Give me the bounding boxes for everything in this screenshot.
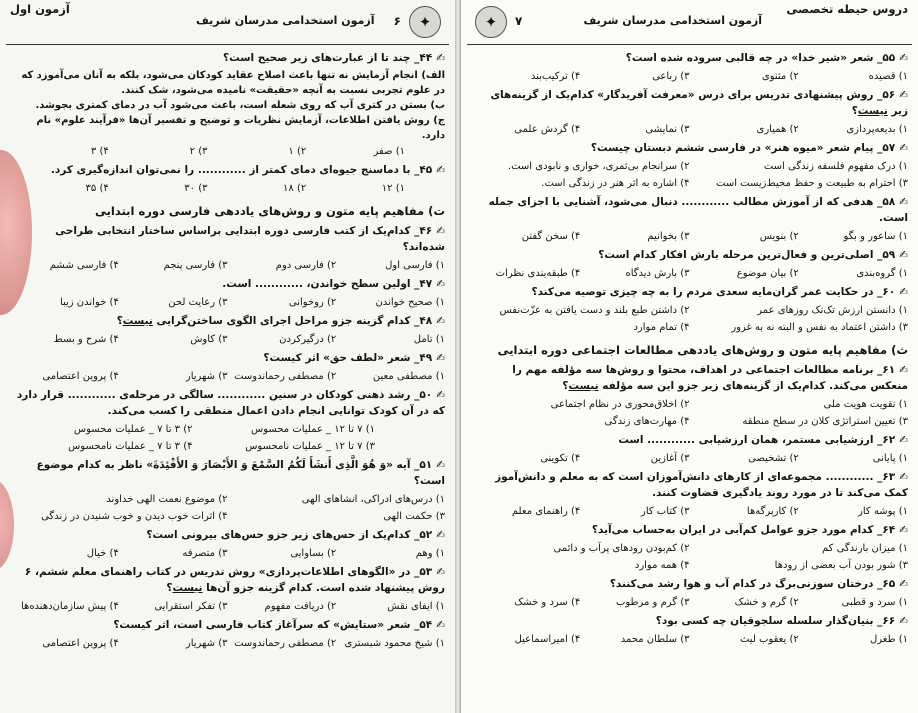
option-1[interactable]: ۱) وهم [415, 548, 445, 559]
option-4[interactable]: ۴) سرد و خشک [514, 597, 581, 608]
question-mark: ؟ [116, 315, 123, 327]
question-61 [471, 362, 908, 430]
negation-word: نیست [172, 582, 203, 594]
right-page-header [467, 0, 912, 45]
option-2[interactable]: ۲) ۱۸ [283, 183, 307, 194]
option-3[interactable]: ۳) آغازین [650, 453, 690, 464]
question-65 [471, 576, 908, 611]
right-page [461, 0, 918, 713]
question-text: ۵۷_ پیام شعر «میوه هنر» در فارسی ششم دبستان چیست؟ [590, 142, 896, 154]
option-2[interactable]: ۲) داشتن طبع بلند و دست یافتن به عزّت‌نفس [499, 305, 690, 316]
question-53 [10, 564, 445, 615]
question-50 [10, 387, 445, 455]
pen-icon: ✍ [436, 278, 445, 290]
option-1[interactable]: ۱) تامل [413, 334, 445, 345]
pen-icon: ✍ [436, 315, 445, 327]
option-4[interactable]: ۴) همه موارد [634, 560, 690, 571]
question-51 [10, 457, 445, 525]
pen-icon: ✍ [899, 142, 908, 154]
question-text: ۵۲_ کدام‌یک از حس‌های زیر جزو حس‌های بیرونی است؟ [146, 529, 433, 541]
pen-icon: ✍ [899, 52, 908, 64]
option-4[interactable]: ۴) ترکیب‌بند [530, 71, 581, 82]
question-62 [471, 432, 908, 467]
left-page-header [6, 0, 449, 45]
option-3[interactable]: ۳) تفکر استقرایی [154, 601, 228, 612]
option-1[interactable]: ۱) طغرل [869, 634, 908, 645]
option-4[interactable]: ۴) طبقه‌بندی نظرات [495, 268, 581, 279]
right-header-title: آزمون استخدامی مدرسان شریف [583, 14, 762, 27]
option-1[interactable]: ۱) شیخ محمود شبستری [344, 638, 445, 649]
question-text: ۶۰_ در حکایت عمر گران‌مایه سعدی مردم را به چه چیزی توصیه می‌کند؟ [531, 286, 896, 298]
pen-icon: ✍ [436, 164, 445, 176]
option-3[interactable]: ۳) رباعی [652, 71, 690, 82]
option-2[interactable]: ۲) بیان موضوع [736, 268, 799, 279]
option-2[interactable]: ۲) دریافت مفهوم [264, 601, 337, 612]
option-4[interactable]: ۴) تمام موارد [633, 322, 690, 333]
option-2[interactable]: ۲) کارپرگه‌ها [746, 506, 799, 517]
option-3[interactable]: ۳) کتاب کار [640, 506, 690, 517]
negation-word: نیست [857, 105, 888, 117]
option-3[interactable]: ۳) کاوش [190, 334, 228, 345]
option-3[interactable]: ۳) ۲ [189, 146, 208, 157]
right-content [471, 48, 908, 650]
option-3[interactable]: ۳) ۳۰ [184, 183, 208, 194]
option-1[interactable]: ۱) صحیح خواندن [375, 297, 445, 308]
option-2[interactable]: ۲) بنویس [759, 231, 799, 242]
question-text: ۴۵_ با دماسنج جیوه‌ای دمای کمتر از ............ را نمی‌توان اندازه‌گیری کرد. [50, 164, 433, 176]
option-3[interactable]: ۳) گرم و مرطوب [615, 597, 690, 608]
option-3[interactable]: ۳) سلطان محمد [620, 634, 690, 645]
question-text: ۶۳_ ............ مجموعه‌ای از کارهای دانش‌آموزان است که به معلم و دانش‌آموز کمک می‌کند تا در مورد روند یادگیری قضاوت کنند. [495, 471, 908, 499]
question-text: ۵۳_ در «الگوهای اطلاعات‌پردازی» روش تدریس در کتاب راهنمای معلم ششم، ۶ روش پیشنهاد شده است. کدام گزینه جزو آن‌ها [24, 566, 445, 594]
question-text: ۶۲_ ارزشیابی مستمر، همان ارزشیابی ............ است [618, 434, 896, 446]
option-2[interactable]: ۲) مصطفی رحماندوست [234, 638, 337, 649]
pen-icon: ✍ [899, 89, 908, 101]
option-3[interactable]: ۳) رعایت لحن [168, 297, 228, 308]
option-4[interactable]: ۴) خواندن زیبا [59, 297, 119, 308]
option-4[interactable]: ۴) اثرات خوب دیدن و خوب شنیدن در زندگی [41, 511, 228, 522]
pen-icon: ✍ [899, 434, 908, 446]
question-47 [10, 276, 445, 311]
negation-word: نیست [568, 380, 599, 392]
option-1[interactable]: ۱) گروه‌بندی [856, 268, 908, 279]
sharif-logo-icon: ✦ [475, 6, 507, 38]
option-3[interactable]: ۳) متصرفه [182, 548, 228, 559]
option-3[interactable]: ۳) شهریار [185, 638, 228, 649]
option-4[interactable]: ۴) ۳ تا ۷ _ عملیات نامحسوس [68, 441, 193, 452]
option-2[interactable]: ۲) ۱ [288, 146, 307, 157]
option-4[interactable]: ۴) پروین اعتصامی [42, 638, 119, 649]
question-59 [471, 247, 908, 282]
pen-icon: ✍ [436, 619, 445, 631]
option-3[interactable]: ۳) نمایشی [645, 124, 690, 135]
question-64 [471, 522, 908, 574]
option-4[interactable]: ۴) پروین اعتصامی [42, 371, 119, 382]
option-2[interactable]: ۲) بساوایی [290, 548, 337, 559]
pen-icon: ✍ [436, 389, 445, 401]
option-1[interactable]: ۱) ۱۲ [381, 183, 405, 194]
question-text: ۵۹_ اصلی‌ترین و فعال‌ترین مرحله بارش افکار کدام است؟ [598, 249, 896, 261]
section-heading: ت) مفاهیم پایه متون و روش‌های یاددهی فارسی دوره ابتدایی [94, 204, 445, 218]
pen-icon: ✍ [899, 471, 908, 483]
statement: ب) بستن در کتری آب که روی شعله است، باعث می‌شود آب در دمای کمتری بجوشد. [35, 100, 445, 111]
question-56 [471, 87, 908, 138]
right-corner-label: دروس حیطه تخصصی [786, 2, 908, 16]
question-text: ۵۴_ شعر «ستایش» که سرآغاز کتاب فارسی است، اثر کیست؟ [113, 619, 433, 631]
pen-icon: ✍ [436, 459, 445, 471]
option-2[interactable]: ۲) گرم و خشک [734, 597, 799, 608]
right-page-number: ۷ [515, 14, 523, 28]
option-3[interactable]: ۳) بارش دیدگاه [625, 268, 690, 279]
option-4[interactable]: ۴) امیراسماعیل [514, 634, 581, 645]
option-3[interactable]: ۳) شهریار [185, 371, 228, 382]
option-1[interactable]: ۱) درس‌های ادراکی، انشاهای الهی [301, 494, 445, 505]
question-text: ۵۶_ روش پیشنهادی تدریس برای درس «معرفت آفریدگار» کدام‌یک از گزینه‌های زیر [490, 89, 908, 117]
question-text: ۵۰_ رشد ذهنی کودکان در سنین ............ سالگی در مرحله‌ی ............ قرار دارد که در آن کودک توانایی انجام دادن اعمال منطقی را کسب می‌کند. [16, 389, 445, 417]
option-3[interactable]: ۳) داشتن اعتماد به نفس و البته نه به غرور [731, 322, 908, 333]
pen-icon: ✍ [899, 364, 908, 376]
option-1[interactable]: ۱) سرد و قطبی [841, 597, 908, 608]
option-1[interactable]: ۱) قصیده [868, 71, 908, 82]
question-text: ۵۸_ هدفی که از آموزش مطالب ............ دنبال می‌شود، آشنایی با اجزای جمله است. [488, 196, 908, 224]
question-60 [471, 284, 908, 336]
option-2[interactable]: ۲) سرانجام بی‌ثمری، خواری و نابودی است. [507, 161, 690, 172]
question-48 [10, 313, 445, 348]
option-4[interactable]: ۴) مهارت‌های زندگی [604, 416, 690, 427]
option-4[interactable]: ۴) فارسی ششم [49, 260, 119, 271]
question-text: ۴۴_ چند تا از عبارت‌های زیر صحیح است؟ [223, 52, 433, 64]
question-text: ۶۶_ بنیان‌گذار سلسله سلجوقیان چه کسی بود؟ [655, 615, 896, 627]
pen-icon: ✍ [899, 249, 908, 261]
option-2[interactable]: ۲) فارسی دوم [275, 260, 337, 271]
option-3[interactable]: ۳) شور بودن آب بعضی از رودها [774, 560, 908, 571]
option-4[interactable]: ۴) سخن گفتن [521, 231, 581, 242]
question-58 [471, 194, 908, 245]
option-1[interactable]: ۱) میزان بارندگی کم [821, 543, 908, 554]
left-page [0, 0, 455, 713]
option-4[interactable]: ۴) اشاره به اثر هنر در زندگی است. [541, 178, 690, 189]
question-text: ۶۵_ درختان سوزنی‌برگ در کدام آب و هوا رشد می‌کنند؟ [609, 578, 896, 590]
option-4[interactable]: ۴) گردش علمی [514, 124, 581, 135]
question-mark: ؟ [166, 582, 173, 594]
sharif-logo-icon: ✦ [409, 6, 441, 38]
question-63 [471, 469, 908, 520]
question-49 [10, 350, 445, 385]
statement: الف) انجام آزمایش نه تنها باعث اصلاح عقاید کودکان می‌شود، بلکه به آنان می‌آموزد که در علوم تجربی نسبت به آنچه «حقیقت» نامیده می‌شود، شک کنند. [21, 70, 445, 96]
option-2[interactable]: ۲) یعقوب لیث [739, 634, 799, 645]
negation-word: نیست [122, 315, 153, 327]
option-3[interactable]: ۳) تعیین استراتژی کلان در سطح منطقه [742, 416, 908, 427]
question-66 [471, 613, 908, 648]
question-55 [471, 50, 908, 85]
pen-icon: ✍ [899, 524, 908, 536]
pen-icon: ✍ [436, 52, 445, 64]
option-1[interactable]: ۱) صفر [373, 146, 405, 157]
question-45 [10, 162, 445, 197]
question-text: ۶۱_ برنامه مطالعات اجتماعی در اهداف، محتوا و روش‌ها سه مؤلفه مهم را منعکس می‌کند. کدام‌یک از گزینه‌های زیر جزو این سه مؤلفه [512, 364, 908, 392]
option-2[interactable]: ۲) موضوع نعمت الهی خداوند [106, 494, 228, 505]
section-heading: ث) مفاهیم پایه متون و روش‌های یاددهی مطالعات اجتماعی دوره ابتدایی [497, 343, 908, 357]
option-4[interactable]: ۴) راهنمای معلم [511, 506, 581, 517]
pen-icon: ✍ [436, 352, 445, 364]
statement: ج) روش یافتن اطلاعات، آزمایش نظریات و توضیح و تفسیر آن‌ها «فرآیند علوم» نام دارد. [36, 115, 445, 141]
option-1[interactable]: ۱) دانستن ارزش تک‌تک روزهای عمر [757, 305, 908, 316]
option-1[interactable]: ۱) پایانی [872, 453, 908, 464]
question-57 [471, 140, 908, 192]
pen-icon: ✍ [899, 286, 908, 298]
option-4[interactable]: ۴) خیال [86, 548, 119, 559]
option-2[interactable]: ۲) اخلاق‌محوری در نظام اجتماعی [550, 399, 690, 410]
pen-icon: ✍ [899, 196, 908, 208]
pen-icon: ✍ [899, 578, 908, 590]
question-text: ۴۷_ اولین سطح خواندن، ............ است. [222, 278, 433, 290]
question-text: ۴۹_ شعر «لطف حق» اثر کیست؟ [263, 352, 433, 364]
pen-icon: ✍ [436, 566, 445, 578]
option-1[interactable]: ۱) مصطفی معین [372, 371, 445, 382]
left-page-number: ۶ [393, 14, 401, 28]
left-header-title: آزمون استخدامی مدرسان شریف [196, 14, 375, 27]
question-text: ۴۶_ کدام‌یک از کتب فارسی دوره ابتدایی براساس ساختار انتخابی طراحی شده‌اند؟ [55, 225, 445, 253]
option-1[interactable]: ۱) درک مفهوم فلسفه زندگی است [763, 161, 908, 172]
question-54 [10, 617, 445, 652]
option-2[interactable]: ۲) روخوانی [288, 297, 337, 308]
option-1[interactable]: ۱) تقویت هویت ملی [823, 399, 908, 410]
option-3[interactable]: ۳) حکمت الهی [383, 511, 445, 522]
question-44 [10, 50, 445, 160]
option-2[interactable]: ۲) تشخیصی [748, 453, 799, 464]
option-4[interactable]: ۴) پیش سازمان‌دهنده‌ها [21, 601, 119, 612]
option-4[interactable]: ۴) ۳۵ [85, 183, 109, 194]
option-2[interactable]: ۲) مصطفی رحماندوست [234, 371, 337, 382]
pen-icon: ✍ [436, 529, 445, 541]
pen-icon: ✍ [436, 225, 445, 237]
question-mark: ؟ [562, 380, 569, 392]
option-1[interactable]: ۱) ایفای نقش [387, 601, 445, 612]
left-content [10, 48, 445, 654]
option-3[interactable]: ۳) ۷ تا ۱۲ _ عملیات نامحسوس [245, 441, 375, 452]
option-3[interactable]: ۳) بخوانیم [647, 231, 690, 242]
pen-icon: ✍ [899, 615, 908, 627]
question-text: ۶۴_ کدام مورد جزو عوامل کم‌آبی در ایران به‌حساب می‌آید؟ [591, 524, 896, 536]
option-1[interactable]: ۱) ساعور و بگو [843, 231, 908, 242]
option-2[interactable]: ۲) همیاری [756, 124, 799, 135]
question-text: ۴۸_ کدام گزینه جزو مراحل اجرای الگوی ساختن‌گرایی [152, 315, 433, 327]
option-1[interactable]: ۱) پوشه کار [858, 506, 908, 517]
option-3[interactable]: ۳) احترام به طبیعت و حفظ محیط‌زیست است [716, 178, 908, 189]
option-2[interactable]: ۲) ۳ تا ۷ _ عملیات محسوس [73, 424, 193, 435]
option-4[interactable]: ۴) شرح و بسط [53, 334, 119, 345]
question-52 [10, 527, 445, 562]
option-4[interactable]: ۴) ۳ [90, 146, 109, 157]
option-1[interactable]: ۱) ۷ تا ۱۲ _ عملیات محسوس [251, 424, 375, 435]
option-3[interactable]: ۳) فارسی پنجم [163, 260, 228, 271]
option-4[interactable]: ۴) تکوینی [540, 453, 581, 464]
question-mark: ؟ [851, 105, 858, 117]
question-text: ۵۵_ شعر «شیر خدا» در چه قالبی سروده شده است؟ [625, 52, 896, 64]
option-2[interactable]: ۲) کم‌بودن رودهای پرآب و دائمی [553, 543, 690, 554]
question-text: ۵۱_ آیه «وَ هُوَ الَّذِی أَنشَأَ لَکُمُ السَّمْعَ وَ الأَبْصَارَ وَ الأَفْئِدَةَ» ناظر به کدام موضوع است؟ [36, 459, 445, 487]
option-2[interactable]: ۲) مثنوی [761, 71, 799, 82]
option-1[interactable]: ۱) بدیعه‌پردازی [846, 124, 908, 135]
option-2[interactable]: ۲) درگیرکردن [279, 334, 337, 345]
option-1[interactable]: ۱) فارسی اول [385, 260, 445, 271]
left-corner-label: آزمون اول [10, 2, 70, 16]
question-46 [10, 223, 445, 274]
